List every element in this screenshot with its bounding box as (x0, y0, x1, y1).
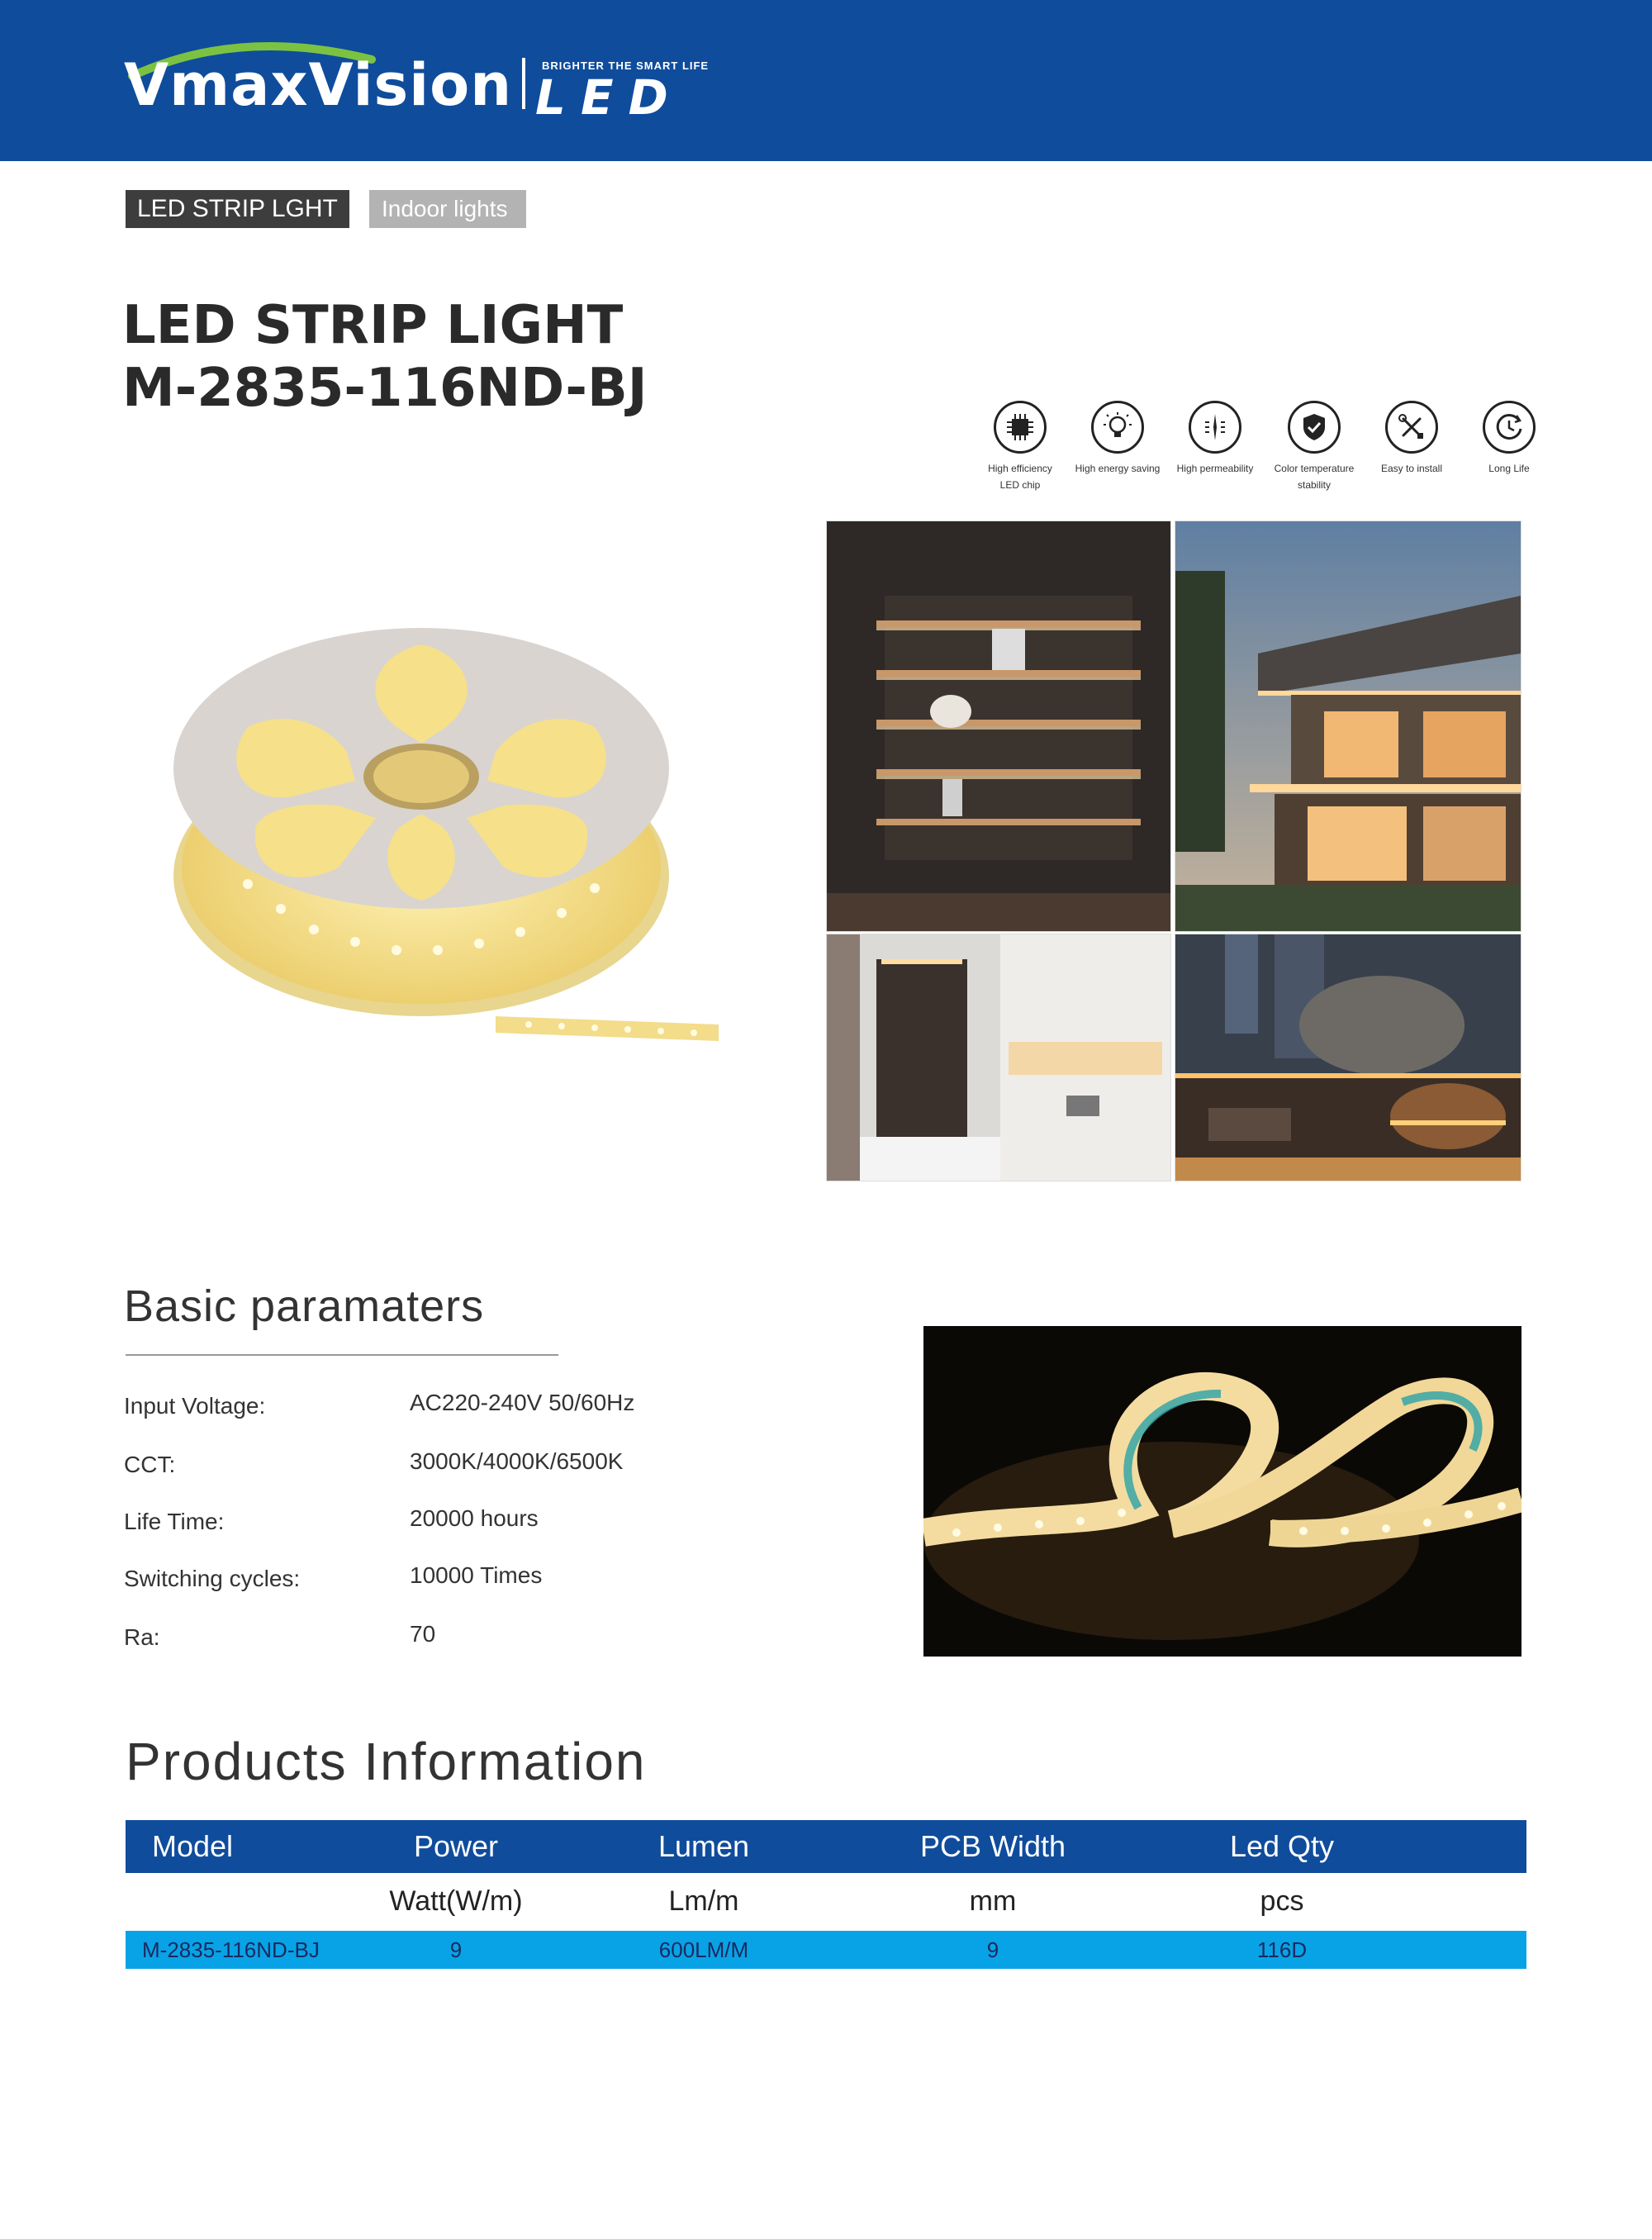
unit-power: Watt(W/m) (389, 1885, 523, 1917)
feature-color-stability (1265, 401, 1364, 493)
title-line-2: M-2835-116ND-BJ (122, 358, 648, 419)
unit-lumen: Lm/m (668, 1885, 739, 1917)
header-led-qty: Led Qty (1229, 1829, 1335, 1863)
header-lumen: Lumen (657, 1829, 750, 1863)
header-power: Power (413, 1829, 499, 1863)
feature-caption: High efficiency (988, 463, 1052, 474)
photo-outdoor-restaurant (1175, 934, 1521, 1181)
param-value: 10000 Times (410, 1562, 543, 1588)
feature-caption: High permeability (1176, 463, 1254, 474)
category-tag-primary[interactable]: LED STRIP LGHT (126, 190, 349, 228)
header-pcb-width: PCB Width (919, 1829, 1066, 1863)
section-divider (126, 1354, 558, 1356)
title-line-1: LED STRIP LIGHT (122, 295, 624, 356)
cell-pcb-width: 9 (986, 1937, 999, 1962)
photo-house-exterior (1175, 521, 1521, 932)
brand-logo[interactable]: VmaxVision (124, 51, 513, 119)
feature-caption: Easy to install (1380, 463, 1443, 474)
param-label: Switching cycles: (124, 1566, 301, 1591)
feature-caption-2: LED chip (999, 479, 1041, 491)
products-table (126, 1820, 1526, 1969)
table-units-row (126, 1873, 1526, 1931)
feature-energy-saving (1068, 401, 1167, 477)
feature-caption: High energy saving (1075, 463, 1161, 474)
page-title (122, 294, 648, 420)
photo-led-strip-coil (923, 1326, 1521, 1657)
cell-led-qty: 116D (1256, 1937, 1308, 1962)
table-row (126, 1931, 1526, 1969)
param-label: Life Time: (124, 1509, 225, 1534)
basic-parameters-heading: Basic paramaters (124, 1281, 485, 1331)
header-model: Model (152, 1829, 234, 1863)
led-wordmark: LED (535, 69, 683, 126)
feature-easy-install (1362, 401, 1461, 477)
feature-caption: Long Life (1488, 463, 1530, 474)
unit-model (126, 1873, 373, 1931)
unit-led-qty: pcs (1260, 1885, 1304, 1917)
permeability-icon (1189, 401, 1241, 454)
products-information-heading: Products Information (126, 1732, 647, 1791)
param-label: Input Voltage: (124, 1393, 266, 1419)
shield-check-icon (1288, 401, 1341, 454)
clock-icon (1483, 401, 1536, 454)
param-label: CCT: (124, 1452, 176, 1477)
led-reel-image (149, 603, 727, 1066)
param-value: 3000K/4000K/6500K (410, 1448, 624, 1474)
tools-icon (1385, 401, 1438, 454)
cell-power: 9 (449, 1937, 463, 1962)
feature-long-life (1460, 401, 1559, 477)
photo-bathroom-interior (826, 934, 1171, 1181)
param-value: AC220-240V 50/60Hz (410, 1390, 635, 1415)
table-header-row (126, 1820, 1526, 1873)
bulb-icon (1091, 401, 1144, 454)
category-tag-secondary[interactable]: Indoor lights (369, 190, 526, 228)
logo-divider (522, 58, 525, 109)
feature-permeability (1165, 401, 1265, 477)
param-value: 70 (410, 1621, 436, 1647)
header-bar (0, 0, 1652, 161)
param-label: Ra: (124, 1624, 160, 1650)
tagline: BRIGHTER THE SMART LIFE (542, 59, 710, 72)
cell-model: M-2835-116ND-BJ (142, 1937, 320, 1962)
feature-caption: Color temperature (1274, 463, 1355, 474)
chip-icon (994, 401, 1047, 454)
photo-shelf-interior (826, 521, 1171, 932)
unit-pcb-width: mm (969, 1885, 1017, 1917)
param-value: 20000 hours (410, 1505, 539, 1531)
feature-led-chip (971, 401, 1070, 493)
feature-caption-2: stability (1297, 479, 1331, 491)
cell-lumen: 600LM/M (658, 1937, 749, 1962)
feature-icons (971, 401, 1532, 500)
